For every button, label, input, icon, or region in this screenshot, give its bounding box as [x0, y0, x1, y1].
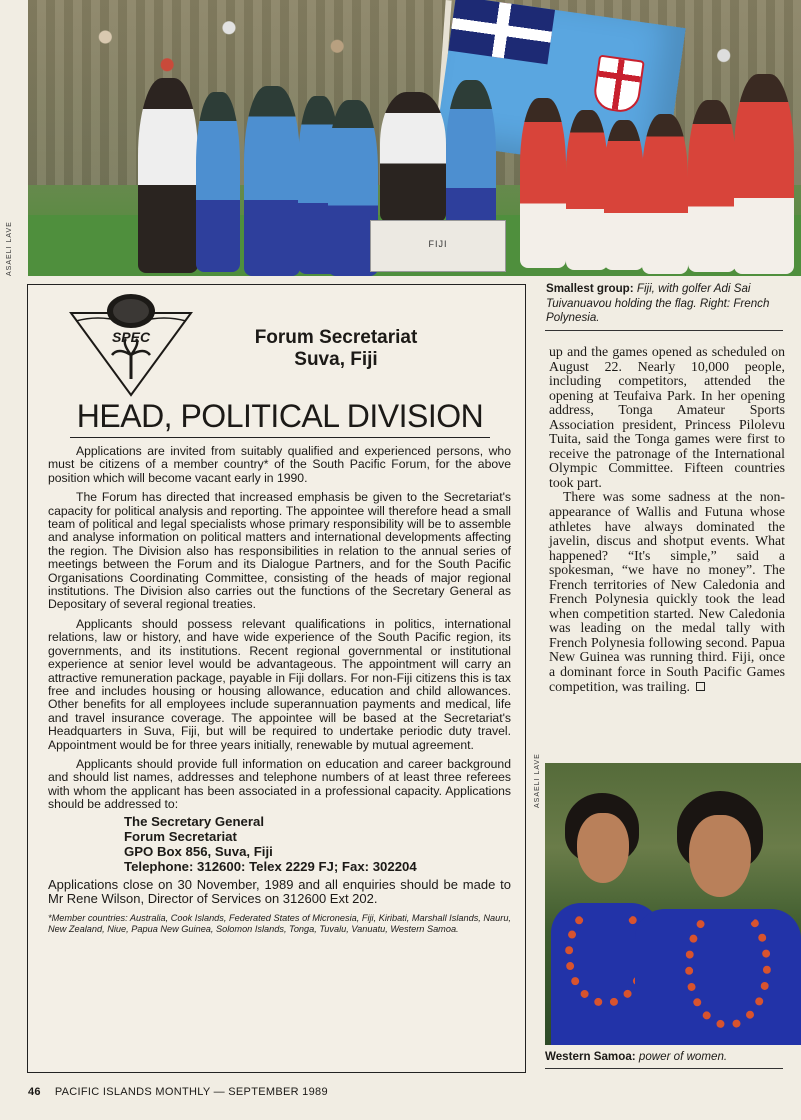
organisation-name	[216, 327, 456, 371]
mailing-address	[124, 814, 511, 874]
ad-body	[48, 445, 511, 941]
athlete-figure	[688, 100, 736, 272]
address-line: The Secretary General	[124, 813, 265, 829]
org-line-1: Forum Secretariat	[254, 327, 418, 348]
athlete-figure	[244, 86, 300, 276]
flag-shield	[592, 55, 645, 115]
top-photo-caption	[546, 282, 782, 326]
athlete-figure	[138, 78, 198, 273]
athlete-figure	[196, 92, 240, 272]
page-footer	[28, 1086, 328, 1098]
logo-text: SPEC	[111, 329, 151, 345]
top-photo	[28, 0, 801, 276]
athlete-figure	[604, 120, 644, 270]
publication-line: PACIFIC ISLANDS MONTHLY — SEPTEMBER 1989	[54, 1086, 328, 1098]
photo-credit-bottom: ASAELI LAVE	[534, 753, 541, 808]
ad-paragraph: Applications are invited from suitably qualified and experienced persons, who must be citizens of a member country* of the South Pacific Forum, for the above position which will become vacant early in 1990.	[48, 444, 511, 485]
address-line: Telephone: 312600: Telex 2229 FJ; Fax: 302204	[124, 858, 417, 874]
caption-bold: Smallest group:	[546, 282, 634, 295]
position-title: HEAD, POLITICAL DIVISION	[70, 397, 490, 438]
job-advertisement	[27, 284, 526, 1073]
article-paragraph-text: There was some sadness at the non-appearance of Wallis and Futuna whose athletes have always dominated the javelin, discus and shotput events. What happened? “It's simple,” said a spokesman, “we have no money”. The French territories of New Caledonia and French Polynesia quickly took the lead when competition started. New Caledonia was leading on the medal tally with French Polynesia following second. Papua New Guinea was running third. Fiji, once a dominant force in South Pacific Games competition, was trailing.	[549, 489, 785, 694]
caption-rule	[545, 1068, 783, 1069]
flag-union-jack	[448, 0, 555, 64]
caption-rule	[545, 330, 783, 331]
bottom-photo	[545, 763, 801, 1045]
caption-bold: Western Samoa:	[545, 1050, 636, 1063]
woman-figure	[635, 791, 801, 1045]
country-sign: FIJI	[370, 220, 506, 272]
athlete-figure	[566, 110, 608, 270]
ad-paragraph: Applicants should provide full information on education and career background and should list names, addresses and telephone numbers of at least three referees with whom the applicant has been associated in a professional capacity. Applications should be addressed to:	[48, 756, 511, 812]
athlete-figure	[642, 114, 688, 274]
article-text	[549, 345, 785, 694]
article-paragraph: up and the games opened as scheduled on August 22. Nearly 10,000 people, including competitors, attended the opening at Teufaiva Park. In her opening address, Tonga Amateur Sports Association president, Princess Pilolevu Tuita, said the Tonga games were first to receive the patronage of the International Olympic Committee. Fifteen countries took part.	[549, 344, 785, 490]
ad-paragraph: Applicants should possess relevant qualifications in politics, international relations, law or history, and have wide experience of the South Pacific region, its governments, and its institutions. Recent regional governmental or institutional experience at senior level would be advantageous. The appointment will carry an attractive remuneration package, payable in Fiji dollars. For non-Fiji citizens this is tax free and includes housing or housing allowance, education and child allowances. Other benefits for all employees include superannuation payments and medical, life and travel insurance coverage. The appointee will be based at the Secretariat's Headquarters in Suva, Fiji, but will be required to undertake periodic duty travel. Appointment would be for three years initially, renewable by mutual agreement.	[48, 616, 511, 752]
athlete-figure	[734, 74, 794, 274]
athlete-figure	[520, 98, 566, 268]
flag-bearer-figure	[380, 92, 446, 222]
spec-logo	[68, 291, 194, 397]
caption-italic: power of women.	[638, 1050, 728, 1063]
address-line: Forum Secretariat	[124, 828, 237, 844]
org-line-2: Suva, Fiji	[294, 349, 378, 370]
page-number: 46	[28, 1086, 41, 1098]
end-of-article-icon	[696, 682, 705, 691]
article-paragraph	[549, 490, 785, 694]
bottom-photo-caption	[545, 1050, 785, 1064]
photo-credit-top: ASAELI LAVE	[6, 221, 13, 276]
closing-statement: Applications close on 30 November, 1989 and all enquiries should be made to Mr Rene Wilson, Director of Services on 312600 Ext 202.	[48, 876, 511, 907]
member-countries-footnote: *Member countries: Australia, Cook Islands, Federated States of Micronesia, Fiji, Kiribati, Marshall Islands, Nauru, New Zealand, Niue, Papua New Guinea, Solomon Islands, Tonga, Tuvalu, Vanuatu, Western Samoa.	[48, 912, 511, 934]
address-line: GPO Box 856, Suva, Fiji	[124, 843, 273, 859]
ad-paragraph: The Forum has directed that increased emphasis be given to the Secretariat's capacity for political analysis and reporting. The appointee will therefore head a small team of political and legal specialists whose primary responsibility will be to assemble and analyse information on political matters and international developments affecting the region. The Division also has responsibilities in relation to the annual series of meetings between the Forum and its Dialogue Partners, and for the South Pacific Organisations Coordinating Committee, consisting of the heads of major regional institutions. The Division also carries out the functions of the Secretary General as Depositary of several regional treaties.	[48, 490, 511, 612]
caption-italic: Fiji, with golfer Adi Sai Tuivanuavou holding the flag. Right: French Polynesia.	[546, 282, 770, 324]
